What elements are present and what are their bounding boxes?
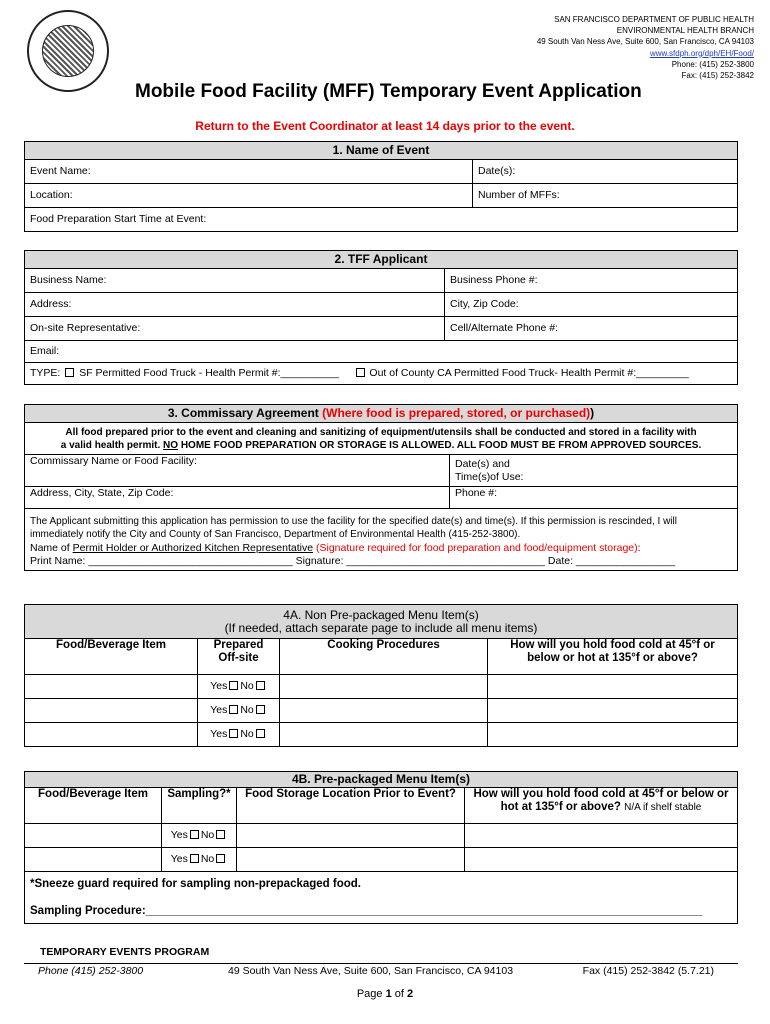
table-row	[25, 848, 738, 872]
location-field[interactable]: Location:	[25, 184, 473, 208]
permission-text: The Applicant submitting this application has permission to use the facility for the specified date(s) and time(s). If this permission is rescinded, I will immediately notify the City and County of San Francisco, Department of Environmental Health (415-252-3800).	[30, 516, 677, 540]
dates-label-1: Date(s) and	[455, 457, 510, 470]
no-checkbox[interactable]	[256, 681, 265, 690]
hold-label: How will you hold food cold at 45°f or below or hot at 135°f or above?	[473, 788, 729, 813]
section-4a-heading	[25, 605, 738, 639]
permission-block	[25, 509, 738, 571]
section-3-title: 3. Commissary Agreement	[167, 406, 319, 420]
yes-checkbox[interactable]	[229, 729, 238, 738]
yes-label: Yes	[210, 728, 228, 740]
dates-label-2: Time(s)of Use:	[455, 470, 524, 483]
city-seal-logo	[27, 10, 109, 92]
event-dates-field[interactable]: Date(s):	[473, 160, 738, 184]
prepared-yes-no	[198, 723, 280, 747]
commissary-req-line1: All food prepared prior to the event and cleaning and sanitizing of equipment/utensils shall be conducted and stored in a facility with	[65, 426, 697, 438]
ooc-truck-checkbox[interactable]	[356, 368, 365, 377]
no-checkbox[interactable]	[216, 854, 225, 863]
prep-start-time-field[interactable]: Food Preparation Start Time at Event:	[25, 208, 738, 232]
yes-label: Yes	[170, 853, 188, 865]
no-label: No	[240, 680, 254, 692]
event-name-field[interactable]: Event Name:	[25, 160, 473, 184]
menu-item-cell[interactable]	[25, 848, 162, 872]
table-row	[25, 675, 738, 699]
sampling-procedure-line[interactable]	[30, 905, 732, 918]
sf-truck-checkbox[interactable]	[65, 368, 74, 377]
storage-cell[interactable]	[237, 824, 465, 848]
cooking-cell[interactable]	[280, 723, 488, 747]
table-row	[25, 824, 738, 848]
no-label: No	[240, 704, 254, 716]
footer-contact	[24, 963, 738, 977]
col-hold-temp: How will you hold food cold at 45°f or below or hot at 135°f or above?	[488, 639, 738, 675]
commissary-address-field[interactable]: Address, City, State, Zip Code:	[25, 487, 450, 509]
cell-phone-field[interactable]: Cell/Alternate Phone #:	[445, 317, 738, 341]
sampling-block	[25, 872, 738, 924]
section-4b-menu	[24, 771, 738, 924]
prep-label-2: Off-site	[218, 652, 259, 664]
no-label: No	[200, 853, 215, 865]
hold-cell[interactable]	[465, 848, 738, 872]
page-number	[0, 988, 770, 1000]
sampling-blank: _______________________________________________________________________________________	[145, 905, 703, 917]
current-page: 1	[385, 988, 392, 1000]
page-label: Page	[356, 988, 383, 1000]
dept-website-link[interactable]: www.sfdph.org/dph/EH/Food/	[649, 48, 754, 58]
no-checkbox[interactable]	[216, 830, 225, 839]
col-prepared-offsite	[198, 639, 280, 675]
no-checkbox[interactable]	[256, 729, 265, 738]
section-3-paren: (Where food is prepared, stored, or purchased)	[322, 406, 591, 420]
page-title: Mobile Food Facility (MFF) Temporary Event Application	[135, 81, 642, 102]
section-4a-title: 4A. Non Pre-packaged Menu Item(s)	[283, 607, 479, 622]
hold-cell[interactable]	[465, 824, 738, 848]
section-4a-menu	[24, 604, 738, 747]
applicant-address-field[interactable]: Address:	[25, 293, 445, 317]
hold-cell[interactable]	[488, 699, 738, 723]
sampling-yes-no	[162, 848, 237, 872]
col-cooking: Cooking Procedures	[280, 639, 488, 675]
table-row	[25, 699, 738, 723]
footer-program: TEMPORARY EVENTS PROGRAM	[40, 946, 210, 958]
ooc-truck-label: Out of County CA Permitted Food Truck- Health Permit #:_________	[369, 367, 689, 379]
onsite-rep-field[interactable]: On-site Representative:	[25, 317, 445, 341]
prep-label-1: Prepared	[213, 639, 264, 651]
req-line2-pre: a valid health permit.	[60, 439, 161, 451]
sampling-label: Sampling Procedure:	[30, 905, 146, 917]
signature-required-note: (Signature required for food preparation and food/equipment storage)	[316, 542, 638, 554]
commissary-name-field[interactable]: Commissary Name or Food Facility:	[25, 455, 450, 487]
footer-fax: Fax (415) 252-3842 (5.7.21)	[582, 965, 714, 977]
na-note: N/A if shelf stable	[624, 802, 702, 813]
dept-name: SAN FRANCISCO DEPARTMENT OF PUBLIC HEALTH	[554, 15, 754, 24]
menu-item-cell[interactable]	[25, 824, 162, 848]
type-label: TYPE:	[30, 367, 61, 379]
of-label: of	[394, 988, 404, 1000]
section-4b-heading: 4B. Pre-packaged Menu Item(s)	[25, 772, 738, 788]
hold-cell[interactable]	[488, 723, 738, 747]
num-mffs-field[interactable]: Number of MFFs:	[473, 184, 738, 208]
no-label: No	[200, 829, 215, 841]
section-1-event	[24, 141, 738, 232]
return-notice: Return to the Event Coordinator at least 14 days prior to the event.	[195, 119, 575, 133]
yes-checkbox[interactable]	[190, 854, 199, 863]
email-field[interactable]: Email:	[25, 341, 738, 363]
yes-label: Yes	[210, 680, 228, 692]
business-phone-field[interactable]: Business Phone #:	[445, 269, 738, 293]
prepared-yes-no	[198, 675, 280, 699]
no-label: No	[240, 728, 254, 740]
commissary-req-line2	[30, 439, 732, 452]
section-1-heading: 1. Name of Event	[25, 142, 738, 160]
col-storage: Food Storage Location Prior to Event?	[237, 788, 465, 824]
col-food-item: Food/Beverage Item	[25, 788, 162, 824]
prepared-yes-no	[198, 699, 280, 723]
yes-checkbox[interactable]	[229, 705, 238, 714]
representative-line	[30, 542, 732, 555]
commissary-phone-field[interactable]: Phone #:	[450, 487, 738, 509]
col-hold-temp	[465, 788, 738, 824]
dept-phone: Phone: (415) 252-3800	[671, 59, 754, 69]
no-checkbox[interactable]	[256, 705, 265, 714]
dept-fax: Fax: (415) 252-3842	[681, 71, 754, 81]
section-3-heading: 3. Commissary Agreement (Where food is prepared, stored, or purchased))	[25, 405, 738, 423]
menu-item-cell[interactable]	[25, 699, 198, 723]
storage-cell[interactable]	[237, 848, 465, 872]
commissary-dates-field[interactable]	[450, 455, 738, 487]
business-name-field[interactable]: Business Name:	[25, 269, 445, 293]
branch-name: ENVIRONMENTAL HEALTH BRANCH	[616, 26, 754, 36]
total-pages: 2	[407, 988, 414, 1000]
table-row	[25, 723, 738, 747]
truck-type-row	[25, 363, 738, 385]
section-4a-subtitle: (If needed, attach separate page to include all menu items)	[224, 620, 538, 635]
commissary-requirements	[25, 423, 738, 455]
req-no-word: NO	[163, 439, 179, 451]
yes-checkbox[interactable]	[229, 681, 238, 690]
menu-item-cell[interactable]	[25, 675, 198, 699]
department-header	[537, 14, 754, 81]
sampling-yes-no	[162, 824, 237, 848]
col-food-item: Food/Beverage Item	[25, 639, 198, 675]
print-signature-line[interactable]: Print Name: ___________________________________ Signature: __________________________________ Date: _________________	[30, 555, 676, 567]
colon: :	[637, 542, 641, 554]
col-sampling: Sampling?*	[162, 788, 237, 824]
hold-cell[interactable]	[488, 675, 738, 699]
menu-item-cell[interactable]	[25, 723, 198, 747]
sneeze-guard-note: *Sneeze guard required for sampling non-prepackaged food.	[30, 878, 361, 890]
req-line2-post: HOME FOOD PREPARATION OR STORAGE IS ALLOWED. ALL FOOD MUST BE FROM APPROVED SOURCES.	[180, 439, 702, 451]
footer-address: 49 South Van Ness Ave, Suite 600, San Francisco, CA 94103	[228, 965, 514, 977]
section-3-commissary	[24, 404, 738, 571]
footer-phone: Phone (415) 252-3800	[38, 965, 144, 977]
sf-truck-label: SF Permitted Food Truck - Health Permit #:__________	[79, 367, 339, 379]
cooking-cell[interactable]	[280, 675, 488, 699]
name-of-label: Name of	[30, 542, 70, 554]
seal-emblem-icon	[42, 25, 94, 77]
cooking-cell[interactable]	[280, 699, 488, 723]
yes-checkbox[interactable]	[190, 830, 199, 839]
section-2-applicant	[24, 250, 738, 385]
city-zip-field[interactable]: City, Zip Code:	[445, 293, 738, 317]
yes-label: Yes	[210, 704, 228, 716]
dept-address: 49 South Van Ness Ave, Suite 600, San Francisco, CA 94103	[536, 37, 754, 47]
yes-label: Yes	[170, 829, 188, 841]
section-2-heading: 2. TFF Applicant	[25, 251, 738, 269]
permit-holder-label: Permit Holder or Authorized Kitchen Representative	[72, 542, 314, 554]
